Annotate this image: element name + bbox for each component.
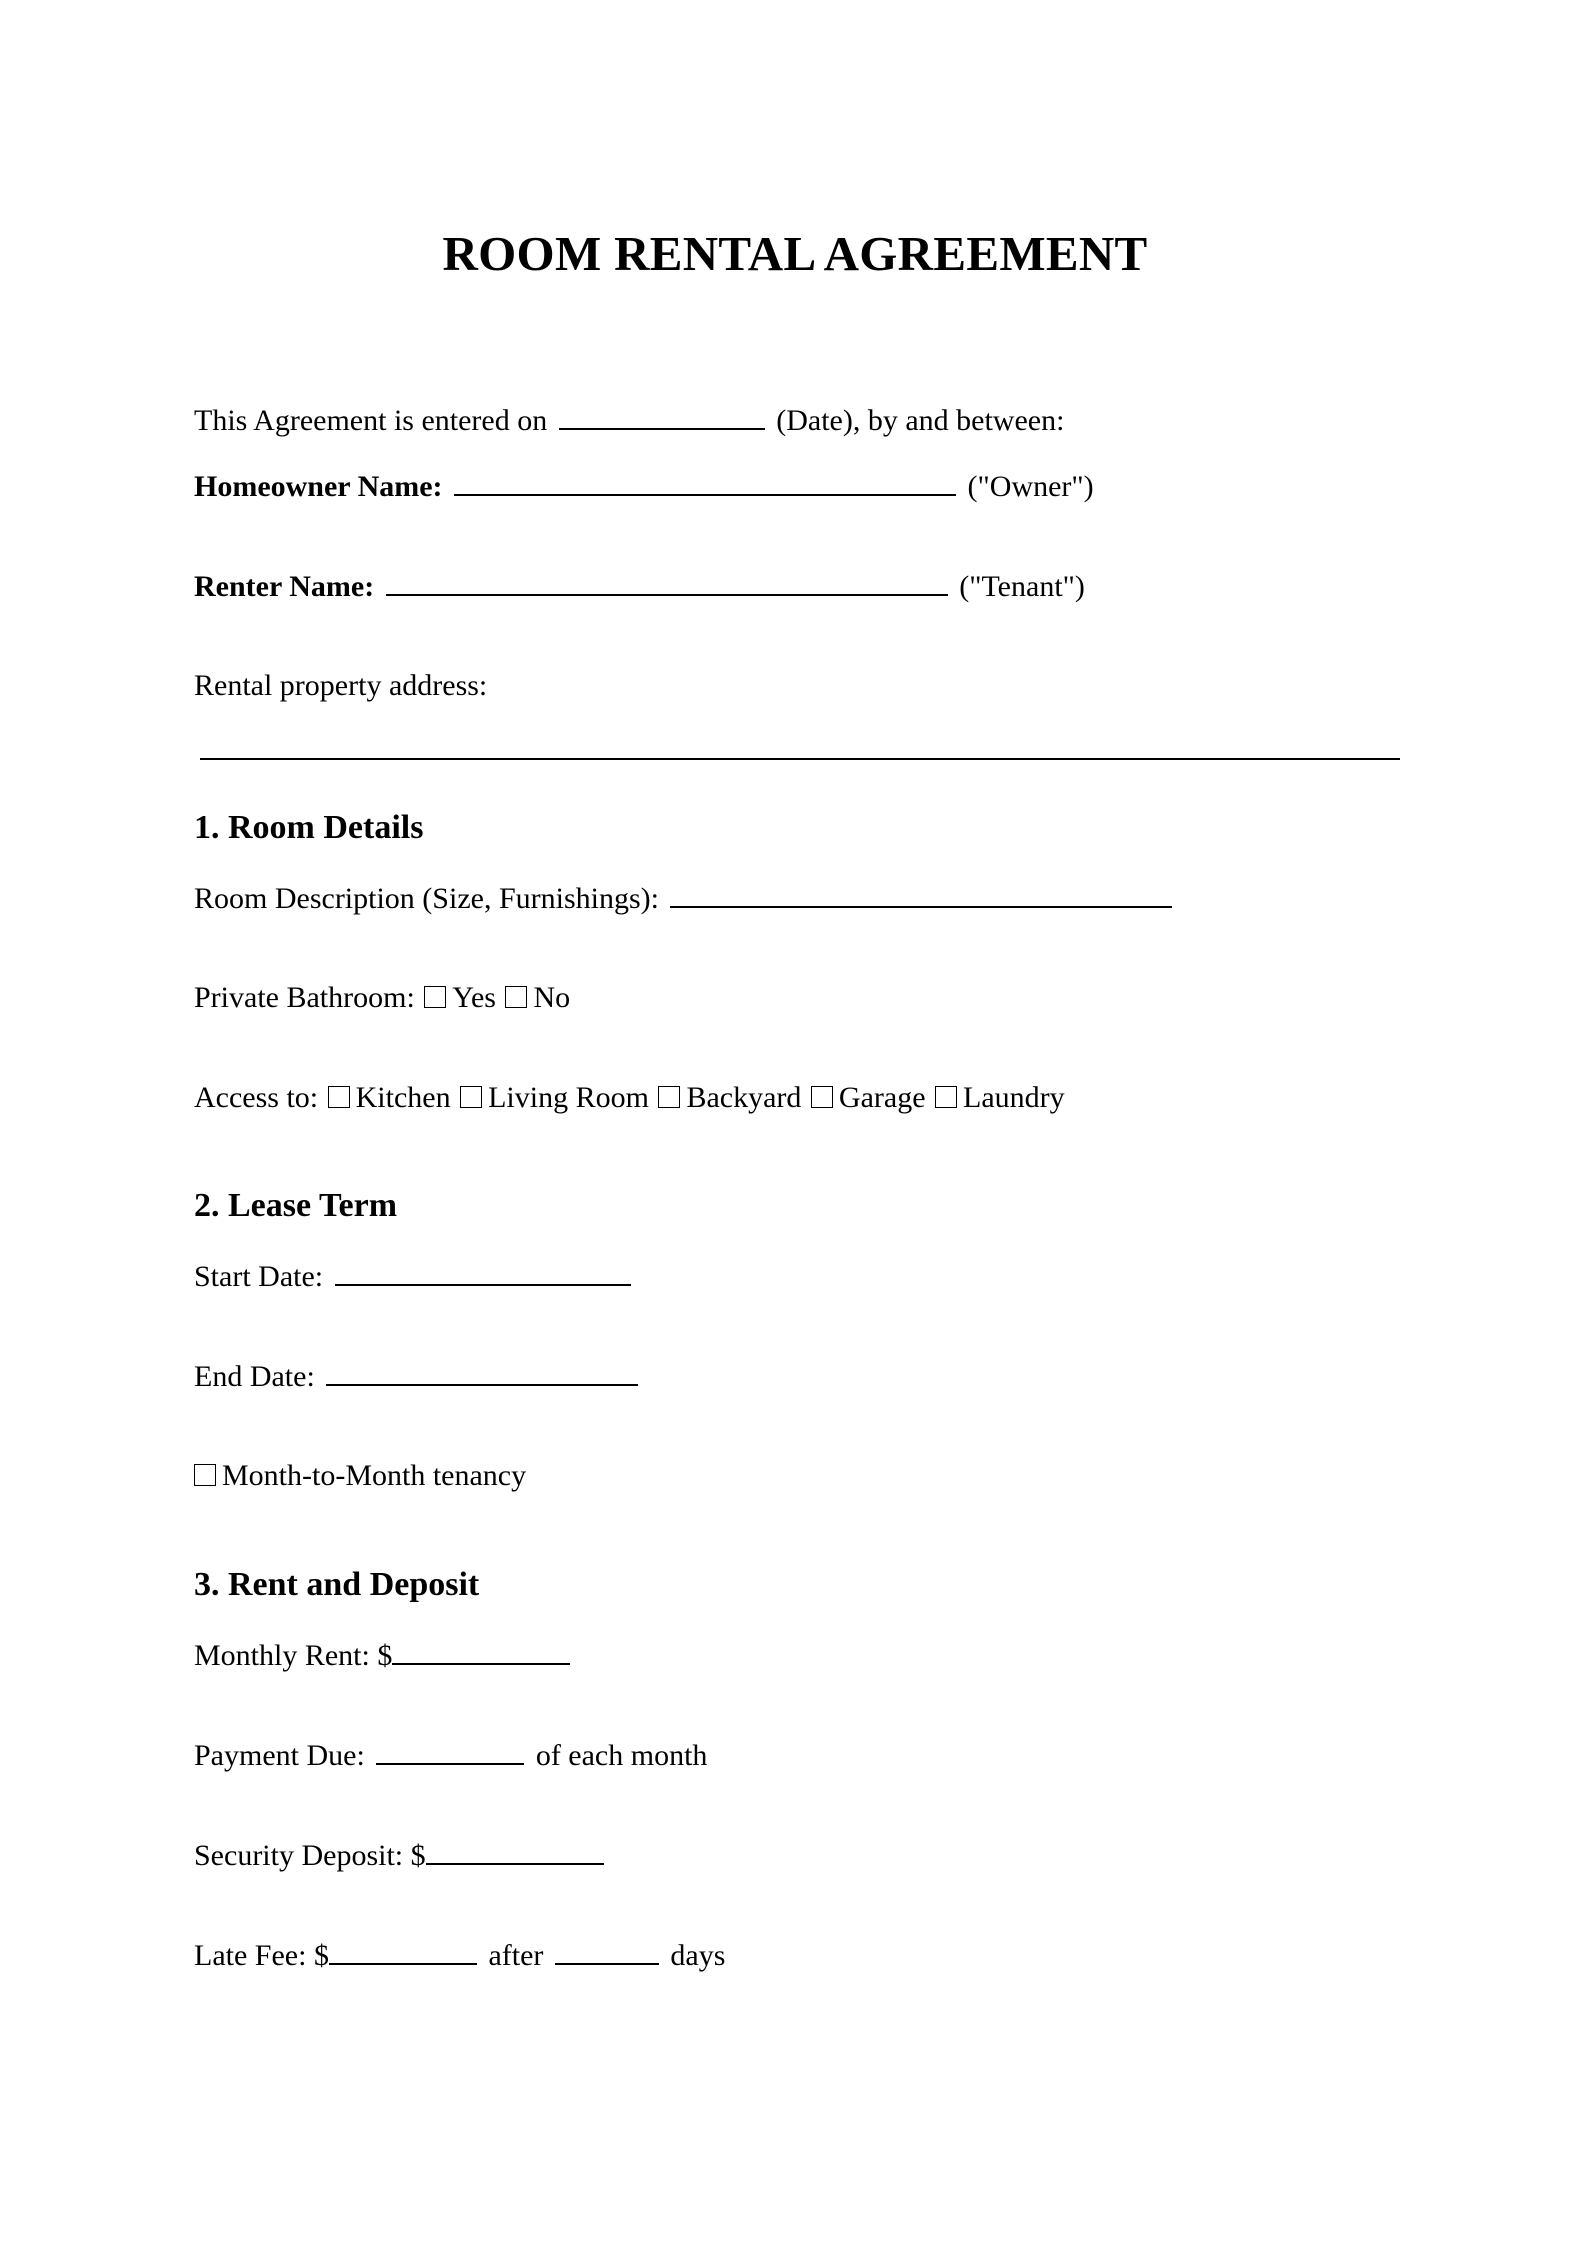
access-label: Access to: [194, 1081, 319, 1114]
late-fee-days-field[interactable] [555, 1937, 659, 1965]
access-backyard-checkbox[interactable] [658, 1086, 680, 1108]
monthly-rent-field[interactable] [392, 1637, 570, 1665]
section-heading-room-details: 1. Room Details [194, 809, 424, 846]
room-description-line [194, 880, 1176, 917]
access-laundry-checkbox[interactable] [935, 1086, 957, 1108]
access-garage-checkbox[interactable] [811, 1086, 833, 1108]
late-fee-amount-field[interactable] [329, 1937, 477, 1965]
access-kitchen-checkbox[interactable] [328, 1086, 350, 1108]
address-line [194, 668, 487, 704]
room-description-label: Room Description (Size, Furnishings): [194, 882, 659, 915]
end-date-label: End Date: [194, 1360, 315, 1393]
address-field[interactable] [200, 758, 1400, 760]
tenant-name-field[interactable] [386, 568, 948, 596]
payment-due-field[interactable] [376, 1737, 524, 1765]
payment-due-label: Payment Due: [194, 1739, 365, 1772]
address-label: Rental property address: [194, 669, 488, 702]
month-to-month-line [194, 1458, 526, 1494]
owner-suffix: ("Owner") [967, 470, 1094, 503]
month-to-month-label: Month-to-Month tenancy [222, 1459, 527, 1492]
tenant-line [194, 568, 1085, 605]
intro-line [194, 402, 1064, 439]
end-date-field[interactable] [326, 1358, 638, 1386]
access-laundry-label: Laundry [963, 1081, 1065, 1114]
start-date-field[interactable] [335, 1258, 631, 1286]
bathroom-yes-checkbox[interactable] [424, 986, 446, 1008]
late-fee-after-label: after [488, 1939, 544, 1972]
security-deposit-field[interactable] [426, 1837, 604, 1865]
intro-text-after: (Date), by and between: [776, 404, 1065, 437]
late-fee-days-label: days [670, 1939, 726, 1972]
access-line [194, 1080, 1065, 1116]
agreement-date-field[interactable] [559, 402, 765, 430]
month-to-month-checkbox[interactable] [194, 1464, 216, 1486]
intro-text-before: This Agreement is entered on [194, 404, 548, 437]
tenant-label: Renter Name: [194, 570, 375, 603]
access-garage-label: Garage [838, 1081, 926, 1114]
security-deposit-line [194, 1837, 608, 1874]
monthly-rent-label: Monthly Rent: $ [194, 1639, 393, 1672]
security-deposit-label: Security Deposit: $ [194, 1839, 426, 1872]
owner-name-field[interactable] [454, 468, 956, 496]
bathroom-line [194, 980, 570, 1016]
room-description-field[interactable] [670, 880, 1172, 908]
owner-line [194, 468, 1094, 505]
access-kitchen-label: Kitchen [355, 1081, 451, 1114]
start-date-label: Start Date: [194, 1260, 324, 1293]
bathroom-yes-label: Yes [452, 981, 496, 1014]
late-fee-label: Late Fee: $ [194, 1939, 329, 1972]
monthly-rent-line [194, 1637, 574, 1674]
end-date-line [194, 1358, 642, 1395]
bathroom-label: Private Bathroom: [194, 981, 415, 1014]
section-heading-lease-term: 2. Lease Term [194, 1187, 398, 1224]
access-living-room-checkbox[interactable] [460, 1086, 482, 1108]
payment-due-suffix: of each month [535, 1739, 708, 1772]
payment-due-line [194, 1737, 707, 1774]
owner-label: Homeowner Name: [194, 470, 443, 503]
tenant-suffix: ("Tenant") [959, 570, 1085, 603]
start-date-line [194, 1258, 635, 1295]
late-fee-line [194, 1937, 725, 1974]
access-backyard-label: Backyard [686, 1081, 802, 1114]
bathroom-no-checkbox[interactable] [505, 986, 527, 1008]
section-heading-rent-deposit: 3. Rent and Deposit [194, 1566, 480, 1603]
access-living-room-label: Living Room [488, 1081, 649, 1114]
bathroom-no-label: No [533, 981, 571, 1014]
document-title: ROOM RENTAL AGREEMENT [442, 226, 1148, 281]
